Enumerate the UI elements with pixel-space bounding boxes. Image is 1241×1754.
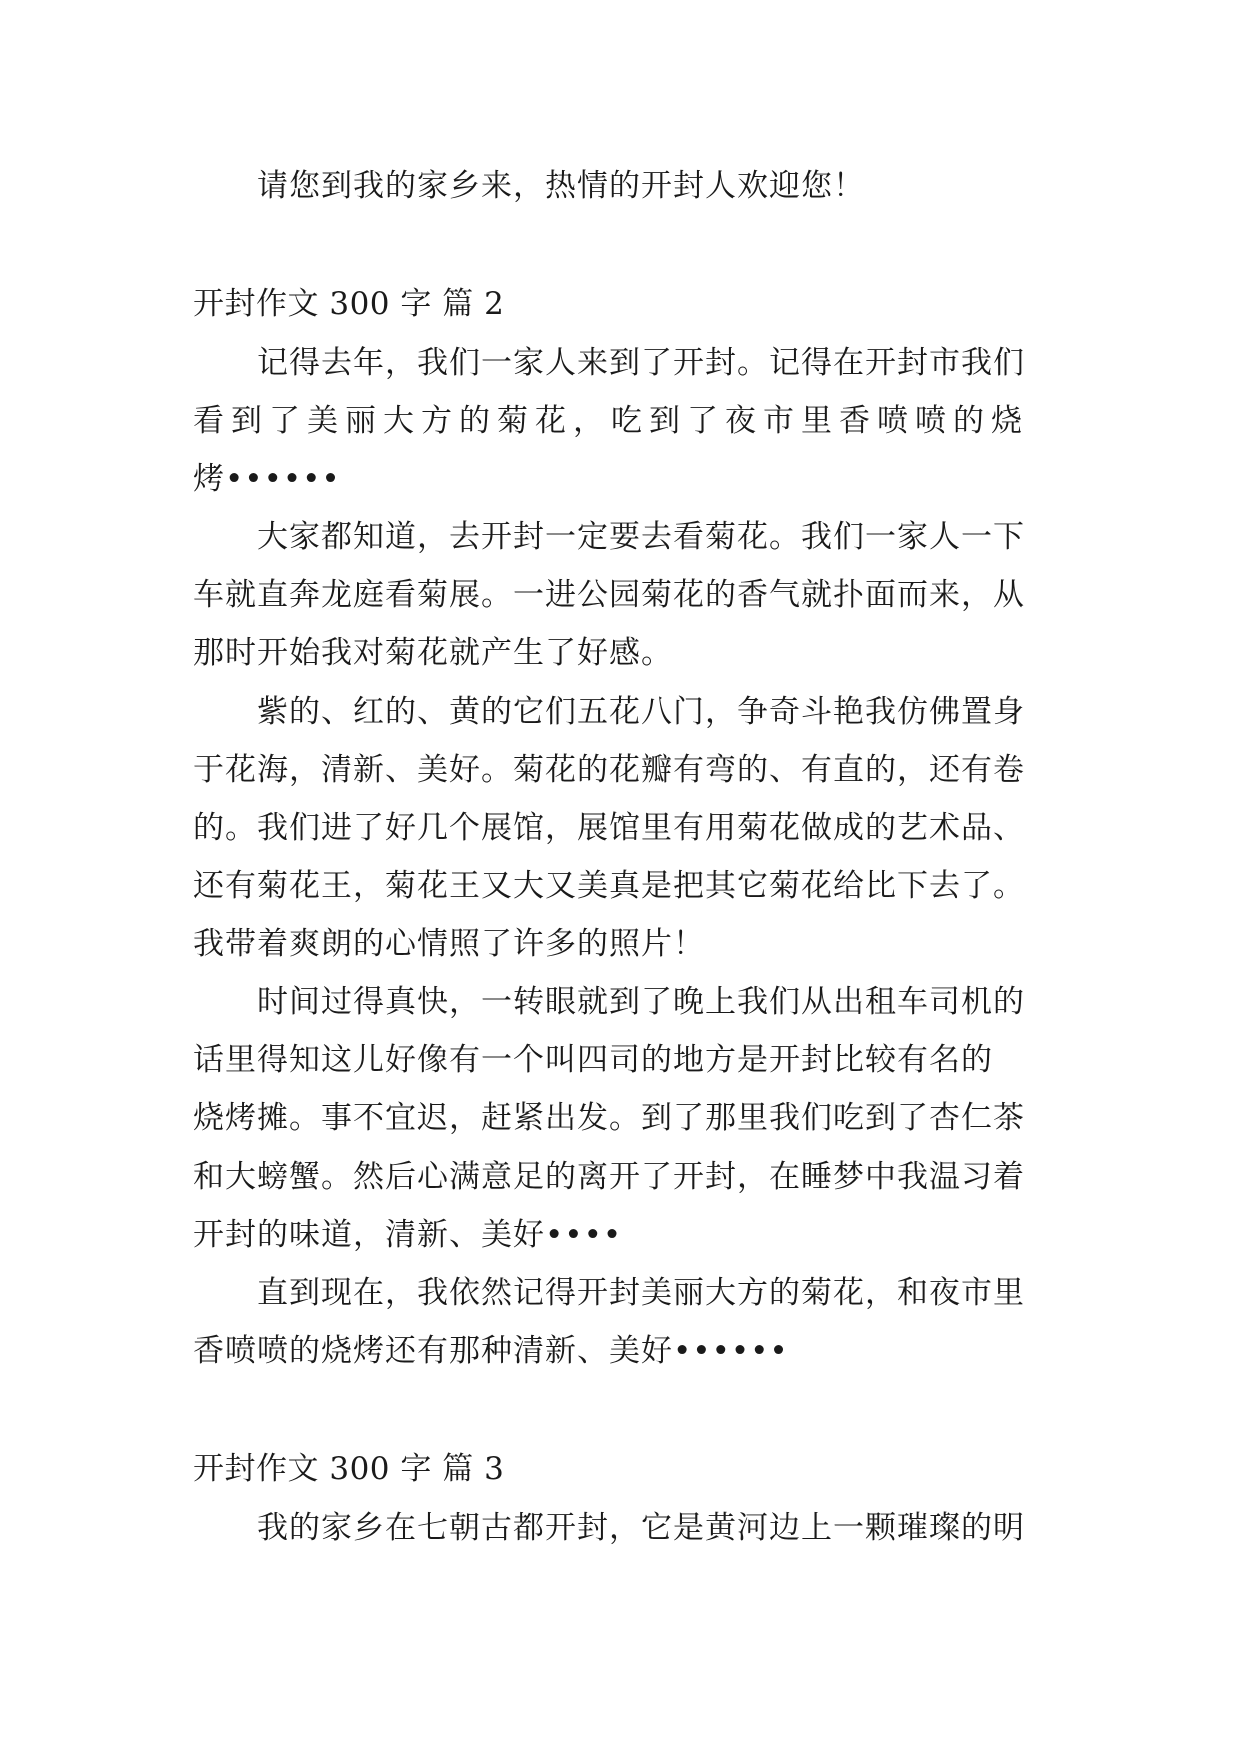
intro-paragraph: 请您到我的家乡来，热情的开封人欢迎您！ bbox=[257, 168, 865, 204]
paragraph-line: 大家都知道，去开封一定要去看菊花。我们一家人一下 bbox=[257, 519, 1025, 555]
paragraph-line: 记得去年，我们一家人来到了开封。记得在开封市我们 bbox=[257, 345, 1025, 381]
paragraph-line: 我的家乡在七朝古都开封，它是黄河边上一颗璀璨的明 bbox=[257, 1510, 1025, 1546]
paragraph-line: 烧烤摊。事不宜迟，赶紧出发。到了那里我们吃到了杏仁茶 bbox=[193, 1100, 1025, 1136]
paragraph-line: 还有菊花王，菊花王又大又美真是把其它菊花给比下去了。 bbox=[193, 868, 1025, 904]
paragraph-line: 烤•••••• bbox=[193, 461, 341, 497]
paragraph-line: 开封的味道，清新、美好•••• bbox=[193, 1217, 623, 1253]
paragraph-line: 看到了美丽大方的菊花，吃到了夜市里香喷喷的烧 bbox=[193, 403, 1029, 439]
paragraph-line: 直到现在，我依然记得开封美丽大方的菊花，和夜市里 bbox=[257, 1275, 1025, 1311]
section-3-heading: 开封作文 300 字 篇 3 bbox=[193, 1451, 505, 1487]
paragraph-line: 于花海，清新、美好。菊花的花瓣有弯的、有直的，还有卷 bbox=[193, 752, 1025, 788]
section-2-heading: 开封作文 300 字 篇 2 bbox=[193, 286, 505, 322]
paragraph-line: 车就直奔龙庭看菊展。一进公园菊花的香气就扑面而来，从 bbox=[193, 577, 1025, 613]
paragraph-line: 我带着爽朗的心情照了许多的照片！ bbox=[193, 926, 705, 962]
paragraph-line: 的。我们进了好几个展馆，展馆里有用菊花做成的艺术品、 bbox=[193, 810, 1025, 846]
paragraph-line: 话里得知这儿好像有一个叫四司的地方是开封比较有名的 bbox=[193, 1042, 993, 1078]
paragraph-line: 香喷喷的烧烤还有那种清新、美好•••••• bbox=[193, 1333, 789, 1369]
paragraph-line: 和大螃蟹。然后心满意足的离开了开封，在睡梦中我温习着 bbox=[193, 1159, 1025, 1195]
paragraph-line: 紫的、红的、黄的它们五花八门，争奇斗艳我仿佛置身 bbox=[257, 694, 1025, 730]
paragraph-line: 时间过得真快，一转眼就到了晚上我们从出租车司机的 bbox=[257, 984, 1025, 1020]
paragraph-line: 那时开始我对菊花就产生了好感。 bbox=[193, 635, 673, 671]
